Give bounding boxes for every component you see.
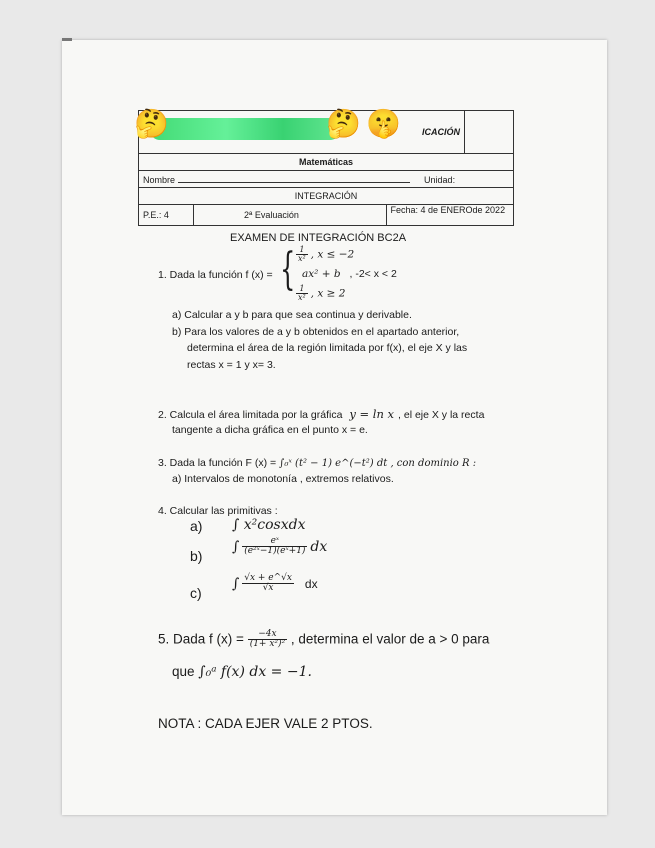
q3-part-a: a) Intervalos de monotonía , extremos relativos. bbox=[172, 473, 394, 485]
unit-label: Unidad: bbox=[424, 174, 456, 185]
q4-b-label: b) bbox=[190, 548, 203, 564]
q3-line1: 3. Dada la función F (x) = ∫₀ˣ (t² − 1) e^(−t²) dt , con dominio R : bbox=[158, 457, 477, 469]
q2-line1: 2. Calcula el área limitada por la gráfica y = ln x , el eje X y la recta bbox=[158, 407, 485, 421]
q1-part-a: a) Calcular a y b para que sea continua y derivable. bbox=[172, 309, 412, 321]
q5-line1: 5. Dada f (x) = $\frac{-4x}{\text{(1+ x²)²}}$ , determina el valor de a > 0 para bbox=[158, 629, 490, 650]
subject-cell: Matemáticas bbox=[139, 154, 514, 171]
thinking-emoji-1: 🤔 bbox=[134, 108, 169, 139]
q4-c-label: c) bbox=[190, 585, 202, 601]
exam-title: EXAMEN DE INTEGRACIÓN BC2A bbox=[230, 232, 407, 244]
shush-emoji: 🤫 bbox=[366, 108, 401, 139]
q1-part-b-line3: rectas x = 1 y x= 3. bbox=[187, 359, 276, 371]
q2-line2: tangente a dicha gráfica en el punto x = e. bbox=[172, 424, 368, 436]
q1-case3: $\frac{1}{\text{x²}}$ , x ≥ 2 bbox=[298, 284, 346, 303]
q4-a-expr: ∫ x²cosxdx bbox=[232, 517, 306, 533]
q1-intro: 1. Dada la función f (x) = bbox=[158, 269, 273, 281]
q5-line2: que ∫₀ᵃ f(x) dx = −1. bbox=[172, 664, 312, 680]
q1-case2: ax² + b , -2< x < 2 bbox=[302, 268, 397, 280]
note: NOTA : CADA EJER VALE 2 PTOS. bbox=[158, 716, 373, 731]
topic-cell: INTEGRACIÓN bbox=[139, 188, 514, 205]
name-label: Nombre bbox=[143, 174, 176, 185]
evaluation-cell: 2ª Evaluación bbox=[194, 205, 387, 226]
q1-case1: $\frac{1}{\text{x²}}$ , x ≤ −2 bbox=[298, 245, 355, 264]
q4-a-label: a) bbox=[190, 518, 203, 534]
pe-cell: P.E.: 4 bbox=[139, 205, 194, 226]
q1-part-b-line2: determina el área de la región limitada por f(x), el eje X y las bbox=[187, 342, 468, 354]
date-cell: Fecha: 4 de ENEROde 2022 bbox=[386, 205, 514, 226]
q1-part-b-line1: b) Para los valores de a y b obtenidos en el apartado anterior, bbox=[172, 326, 460, 338]
q4-b-expr: ∫ $\frac{\text{eˣ}}{\text{(e²ˣ−1)(eˣ+1)}}$ dx bbox=[232, 536, 328, 557]
thinking-emoji-2: 🤔 bbox=[326, 108, 361, 139]
school-name: ICACIÓN bbox=[386, 111, 465, 154]
piecewise-brace: { bbox=[280, 244, 296, 295]
q4-intro: 4. Calcular las primitivas : bbox=[158, 505, 278, 517]
q4-c-expr: ∫ $\frac{√x + e\^{}√x}{√x}$ dx bbox=[232, 573, 318, 594]
